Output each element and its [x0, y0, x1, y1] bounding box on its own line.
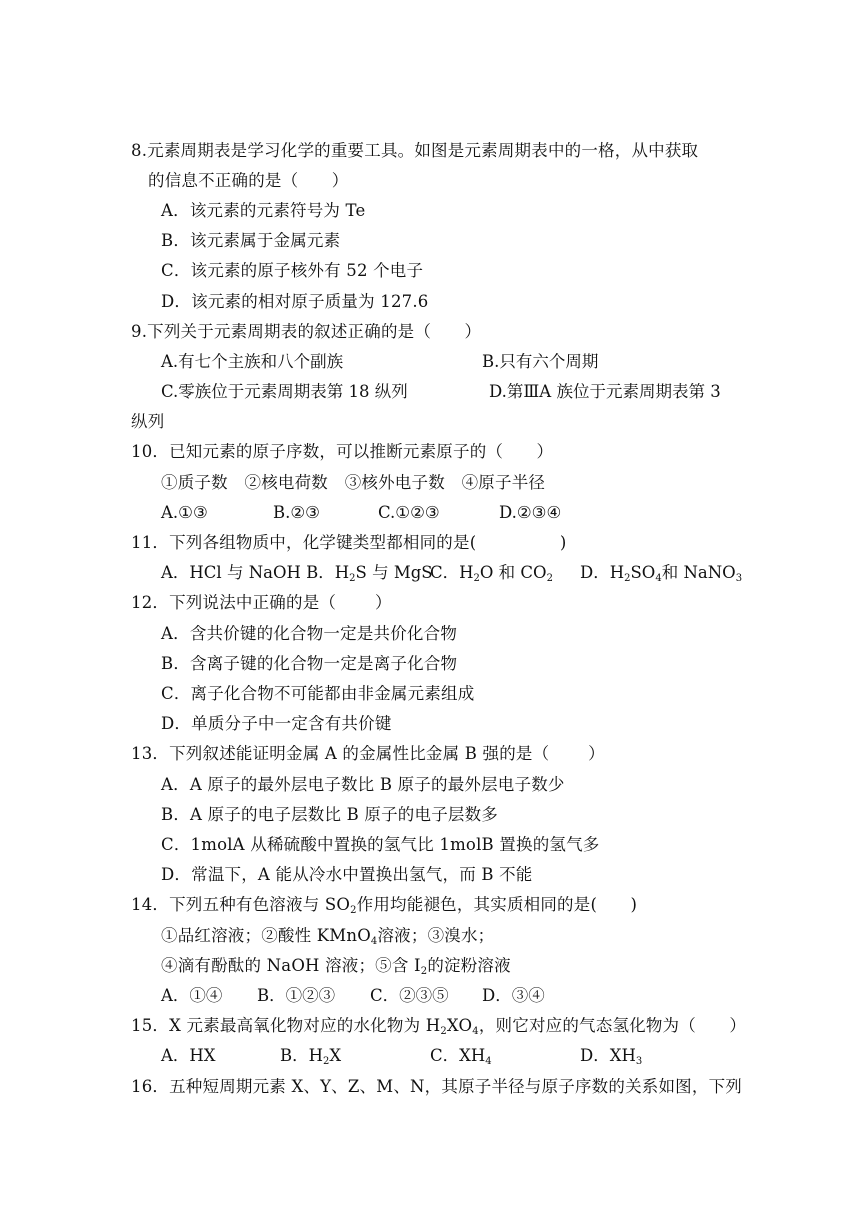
q13-option-d: D．常温下，A 能从冷水中置换出氢气，而 B 不能 — [161, 865, 533, 884]
q8-stem-line2: 的信息不正确的是（ ） — [148, 171, 349, 190]
q11-option-d: D．$H_2SO_4$和 NaNO$_3$ — [580, 563, 743, 584]
q11-stem: 11．下列各组物质中，化学键类型都相同的是( ) — [131, 533, 567, 552]
q10-items: ①质子数 ②核电荷数 ③核外电子数 ④原子半径 — [161, 473, 546, 492]
q13-stem: 13．下列叙述能证明金属 A 的金属性比金属 B 强的是（ ） — [131, 744, 605, 763]
q13-option-b: B．A 原子的电子层数比 B 原子的电子层数多 — [161, 805, 499, 824]
q10-option-b: B.②③ — [273, 503, 320, 522]
q9-option-a: A.有七个主族和八个副族 — [161, 352, 344, 371]
q15-option-b: B．$H_2X$ — [280, 1046, 342, 1067]
q8-option-a: A．该元素的元素符号为 Te — [161, 201, 366, 220]
q12-stem: 12．下列说法中正确的是（ ） — [131, 593, 392, 612]
q8-stem-line1: 8.元素周期表是学习化学的重要工具。如图是元素周期表中的一格，从中获取 — [131, 141, 699, 160]
q8-option-b: B．该元素属于金属元素 — [161, 231, 341, 250]
q14-option-a: A．①④ — [161, 986, 223, 1005]
q8-option-c: C．该元素的原子核外有 52 个电子 — [161, 261, 424, 280]
q16-stem: 16．五种短周期元素 X、Y、Z、M、N，其原子半径与原子序数的关系如图，下列 — [131, 1077, 742, 1096]
q9-stem: 9.下列关于元素周期表的叙述正确的是（ ） — [131, 322, 482, 341]
q9-option-d: D.第ⅢA 族位于元素周期表第 3 — [489, 382, 721, 401]
q15-option-d: D．$XH_3$ — [580, 1046, 643, 1067]
q12-option-c: C．离子化合物不可能都由非金属元素组成 — [161, 684, 475, 703]
q10-option-a: A.①③ — [161, 503, 208, 522]
q14-option-b: B．①②③ — [257, 986, 336, 1005]
q15-stem: 15．X 元素最高氧化物对应的水化物为 $H_2XO_4$，则它对应的气态氢化物为（ ） — [131, 1016, 747, 1037]
q13-option-c: C．1molA 从稀硫酸中置换的氢气比 1molB 置换的氢气多 — [161, 835, 600, 854]
q12-option-a: A．含共价键的化合物一定是共价化合物 — [161, 624, 458, 643]
q14-option-c: C．②③⑤ — [370, 986, 449, 1005]
q14-stem: 14．下列五种有色溶液与 $SO_2$作用均能褪色，其实质相同的是( ) — [131, 895, 638, 916]
q15-option-c: C．$XH_4$ — [430, 1046, 492, 1067]
q14-items-line2: ④滴有酚酞的 NaOH 溶液；⑤含 $I_2$的淀粉溶液 — [161, 956, 511, 977]
q10-option-d: D.②③④ — [499, 503, 562, 522]
q15-option-a: A．HX — [161, 1046, 216, 1065]
q13-option-a: A．A 原子的最外层电子数比 B 原子的最外层电子数少 — [161, 775, 565, 794]
q14-option-d: D．③④ — [482, 986, 545, 1005]
q10-option-c: C.①②③ — [378, 503, 440, 522]
q9-option-d-continuation: 纵列 — [131, 412, 165, 431]
q11-option-c: C．$H_2O$ 和 $CO_2$ — [430, 563, 553, 584]
q8-option-d: D．该元素的相对原子质量为 127.6 — [161, 292, 429, 311]
q12-option-b: B．含离子键的化合物一定是离子化合物 — [161, 654, 458, 673]
q10-stem: 10．已知元素的原子序数，可以推断元素原子的（ ） — [131, 442, 554, 461]
q12-option-d: D．单质分子中一定含有共价键 — [161, 714, 392, 733]
q9-option-c: C.零族位于元素周期表第 18 纵列 — [161, 382, 408, 401]
q11-option-ab: A．HCl 与 NaOH B．$H_2S$ 与 MgS — [161, 563, 433, 584]
q9-option-b: B.只有六个周期 — [482, 352, 599, 371]
q14-items-line1: ①品红溶液；②酸性 KMnO$_4$溶液；③溴水； — [161, 926, 495, 947]
